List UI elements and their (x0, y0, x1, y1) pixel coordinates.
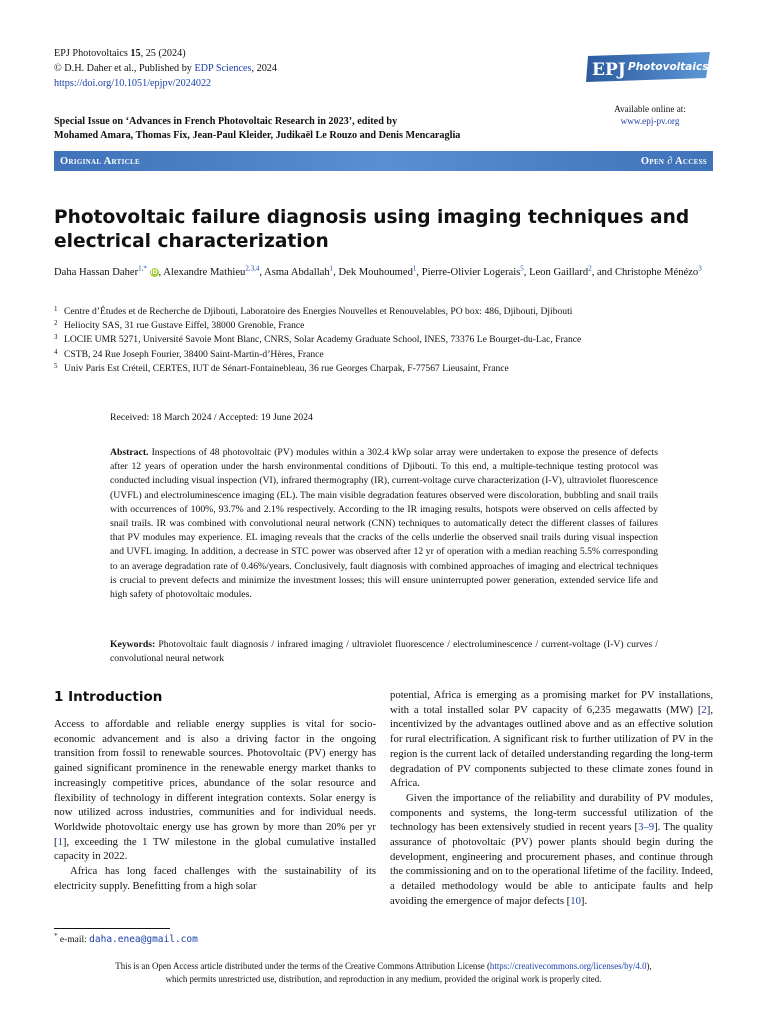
paragraph-text: ]. The quality assurance of photovoltaic (PV) power plants should begin during the development, engineering and procurement phases, and continue through the commissioning and on to the operational lifetime of the facility. Indeed, a detailed methodology would be able to anticipate faults and help avoiding the emergence of major defects [ (390, 821, 713, 907)
author-name: Christophe Ménézo (614, 267, 699, 278)
doi-link[interactable]: https://doi.org/10.1051/epjpv/2024022 (54, 77, 212, 89)
author-name: Dek Mouhoumed (338, 267, 413, 278)
affiliation-text: Univ Paris Est Créteil, CERTES, IUT de Sénart-Fontainebleau, 36 rue Georges Charpak, F-77567 Lieusaint, France (64, 362, 509, 374)
keywords (110, 638, 658, 666)
author-affiliation-ref[interactable]: 3 (698, 264, 702, 273)
column-right (390, 688, 713, 909)
orcid-icon[interactable]: iD (150, 269, 158, 276)
author-conjunction: and (596, 267, 613, 278)
paragraph-text: potential, Africa is emerging as a promising market for PV installations, with a total installed solar PV capacity of 6,235 megawatts (MW) [ (390, 689, 713, 716)
column-left (54, 688, 376, 893)
affiliation-item: 2 Heliocity SAS, 31 rue Gustave Eiffel, 38000 Grenoble, France (54, 319, 305, 332)
license-text: ), (646, 961, 652, 971)
article-type-banner (54, 151, 713, 171)
available-label: Available online at: (614, 104, 686, 114)
license-link[interactable]: https://creativecommons.org/licenses/by/4.0 (489, 961, 647, 971)
journal-volume: 15 (130, 48, 141, 59)
license-line2: which permits unrestricted use, distribution, and reproduction in any medium, provided the original work is properly cited. (165, 974, 602, 984)
keywords-label: Keywords: (110, 639, 156, 650)
paragraph-text: ], incentivized by the advantages outlined above and as an effective solution for rural electrification. A significant risk to further utilization of PV in the region is the current lack of detailed understanding regarding the long-term degradation of PV components subjected to these climate zones found in Africa. (390, 703, 713, 790)
footnote-divider (54, 928, 170, 929)
publisher-link[interactable]: EDP Sciences (194, 62, 252, 74)
footnote-mark: * (54, 931, 58, 940)
author-affiliation-ref[interactable]: 1 (329, 264, 334, 273)
paragraph-text: Access to affordable and reliable energy supplies is vital for socio-economic advancement and is also a driving factor in the ongoing transition from fossil to renewable sources. Photovoltaic (PV) energy has gained significant prominence in the renewable energy market thanks to increasingly competitive prices, abundance of the solar resource and flexibility of technology in different integration contexts. Solar energy is now utilized across industries, communities and for individual needs. Worldwide photovoltaic energy use has grown by more than 20% per yr [ (54, 718, 376, 848)
copyright-line (54, 62, 277, 77)
paragraph (54, 717, 376, 864)
footnote (54, 931, 198, 945)
author-affiliation-ref[interactable]: 1 (412, 264, 417, 273)
copyright-suffix: , 2024 (251, 62, 277, 74)
abstract-text: Inspections of 48 photovoltaic (PV) modules within a 302.4 kWp solar array were undertaken to expose the presence of defects after 12 years of operation under the harsh environmental conditions of Djibouti. To this end, a multiple-technique testing protocol was conducted including visual inspection (VI), infrared thermography (IR), current-voltage curve characterization (I-V), ultraviolet fluorescence (UVFL) and electroluminescence imaging (EL). The main visible degradation features observed were discoloration, bubbling and snail trails with occurrences of 100%, 93.7% and 2.1% respectively. According to the IR imaging results, hotspots were observed on cells affected by snail trails. IR was combined with convolutional neural network (CNN) techniques to automatically detect the different classes of failures that PV modules may experience. EL imaging reveals that the cracks of the cells underlie the observed snail trails during visual inspection and UVFL imaging. In addition, a decrease in STC power was observed after 12 yr of operation with a median reaching 5.5% corresponding to an average degradation rate of 0.46%/years. Conclusively, fault diagnosis with combined approaches of imaging and electrical techniques is crucial to prevent defects and minimize the investment losses; this will ensure uninterrupted power generation, extended service life and high safety of photovoltaic modules. (110, 447, 659, 601)
paragraph: Africa has long faced challenges with the sustainability of its electricity supply. Benefitting from a high solar (54, 865, 376, 892)
affiliation-item: 1 Centre d’Études et de Recherche de Djibouti, Laboratoire des Energies Nouvelles et Renouvelables, PO box: 486, Djibouti, Djibouti (54, 305, 573, 317)
epj-photovoltaics-logo[interactable] (586, 52, 712, 84)
received-accepted-dates: Received: 18 March 2024 / Accepted: 19 June 2024 (110, 412, 313, 423)
paragraph (390, 791, 713, 909)
author-affiliation-ref[interactable]: 2,3,4 (245, 264, 260, 273)
open-access-label: Open ∂ Access (640, 155, 707, 167)
journal-meta (54, 47, 277, 91)
author-name: Asma Abdallah (264, 267, 330, 278)
article-title: Photovoltaic failure diagnosis using imaging techniques and electrical characterization (54, 207, 690, 252)
affiliation-text: Centre d’Études et de Recherche de Djibouti, Laboratoire des Energies Nouvelles et Renouvelables, PO box: 486, Djibouti, Djibouti (64, 306, 573, 317)
license-text: This is an Open Access article distributed under the terms of the Creative Commons Attribution License ( (115, 961, 490, 971)
paragraph-text: ], exceeding the 1 TW milestone in the global cumulative installed capacity in 2022. (54, 835, 376, 863)
citation-link[interactable]: 1 (57, 835, 63, 848)
author-name: Alexandre Mathieu (163, 267, 246, 278)
author-name: Pierre-Olivier Logerais (421, 267, 521, 278)
affiliation-item: 3 LOCIE UMR 5271, Université Savoie Mont Blanc, CNRS, Solar Academy Graduate School, INES, 73376 Le Bourget-du-Lac, France (54, 333, 582, 346)
journal-issue: , 25 (2024) (140, 48, 186, 59)
affiliation-text: CSTB, 24 Rue Joseph Fourier, 38400 Saint-Martin-d’Hères, France (64, 348, 324, 360)
paragraph-text: ]. (580, 894, 588, 907)
logo-epj-text: EPJ (592, 60, 626, 80)
footnote-label: e-mail: (59, 935, 87, 945)
logo-pv-text: Photovoltaics (628, 61, 709, 73)
email-link[interactable]: daha.enea@gmail.com (89, 934, 198, 945)
special-issue-note (54, 115, 460, 143)
author-name: Leon Gaillard (529, 267, 589, 278)
affiliations (54, 305, 719, 376)
citation-link[interactable]: 10 (570, 894, 581, 907)
special-issue-line1: Special Issue on ‘Advances in French Photovoltaic Research in 2023’, edited by (54, 116, 398, 127)
license-notice (54, 960, 713, 986)
affiliation-text: LOCIE UMR 5271, Université Savoie Mont Blanc, CNRS, Solar Academy Graduate School, INES, 73376 Le Bourget-du-Lac, France (64, 334, 582, 346)
author-affiliation-ref[interactable]: 2 (588, 264, 592, 273)
section-heading-introduction: 1 Introduction (54, 689, 163, 705)
copyright-prefix: © D.H. Daher et al., Published by (54, 62, 195, 74)
affiliation-text: Heliocity SAS, 31 rue Gustave Eiffel, 38000 Grenoble, France (64, 320, 305, 332)
journal-name: EPJ Photovoltaics (54, 48, 128, 59)
abstract (110, 446, 658, 602)
author-name: Daha Hassan Daher (54, 267, 139, 278)
journal-website-link[interactable]: www.epj-pv.org (620, 116, 680, 126)
paragraph (390, 688, 713, 791)
citation-link[interactable]: 2 (701, 703, 707, 716)
license-line1 (54, 960, 713, 973)
journal-citation (54, 47, 277, 62)
article-type-label: Original Article (60, 155, 140, 167)
affiliation-item: 5 Univ Paris Est Créteil, CERTES, IUT de Sénart-Fontainebleau, 36 rue Georges Charpak, F-77567 Lieusaint, France (54, 361, 509, 374)
citation-link[interactable]: 3–9 (638, 821, 655, 834)
affiliation-item: 4 CSTB, 24 Rue Joseph Fourier, 38400 Saint-Martin-d’Hères, France (54, 347, 324, 360)
keywords-text: Photovoltaic fault diagnosis / infrared imaging / ultraviolet fluorescence / electroluminescence / current-voltage (I-V) curves / convolutional neural network (110, 639, 658, 665)
author-affiliation-ref[interactable]: 1,* (138, 264, 147, 273)
available-online (600, 103, 700, 127)
abstract-label: Abstract. (110, 447, 149, 458)
paragraph-text: Given the importance of the reliability and durability of PV modules, components and systems, the long-term successful utilization of the technology has been extensively studied in recent years [ (390, 791, 713, 834)
author-list: Daha Hassan Daher$^{1,*}$ iD, Alexandre Mathieu$^{2,3,4}$, Asma Abdallah$^1$, Dek Mouhoumed$^1$, Pierre-Olivier Logerais$^5$, Leon Gaillard$^2$, and Christophe Ménézo$^3$ (54, 264, 702, 278)
author-affiliation-ref[interactable]: 5 (520, 264, 524, 273)
special-issue-editors: Mohamed Amara, Thomas Fix, Jean-Paul Kleider, Judikaël Le Rouzo and Denis Mencaraglia (54, 130, 461, 141)
